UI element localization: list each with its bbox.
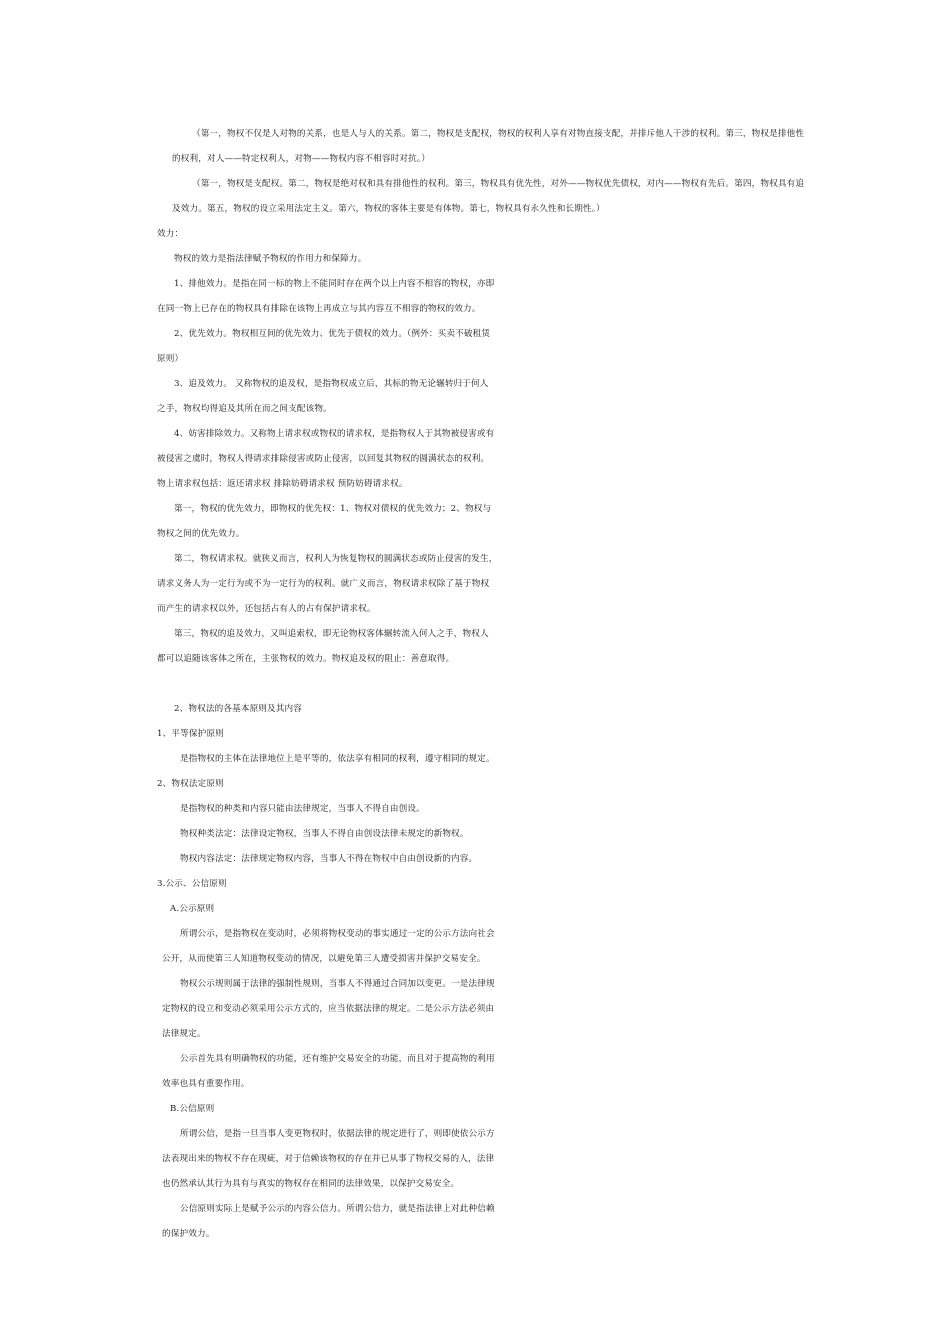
paragraph-line: 定物权的设立和变动必须采用公示方式的，应当依据法律的规定。二是公示方法必须由 bbox=[162, 1004, 495, 1014]
paragraph-line: 第三，物权的追及效力，又叫追索权，即无论物权客体辗转流入何人之手，物权人 bbox=[174, 629, 489, 639]
paragraph-line: （第一，物权是支配权。第二，物权是绝对权和具有排他性的权利。第三，物权具有优先性，对外——物权优先债权，对内——物权有先后。第四，物权具有追 bbox=[192, 179, 805, 189]
paragraph-line: 公开，从而使第三人知道物权变动的情况，以避免第三人遭受损害并保护交易安全。 bbox=[162, 954, 486, 964]
paragraph-line: 所谓公信，是指一旦当事人变更物权时，依据法律的规定进行了，则即使依公示方 bbox=[180, 1129, 495, 1139]
paragraph-line: 法律规定。 bbox=[162, 1029, 206, 1039]
paragraph-line: 2、优先效力。物权相互间的优先效力、优先于债权的效力。（例外：买卖不破租赁 bbox=[174, 329, 491, 339]
paragraph-line: 之手，物权均得追及其所在而之间支配该物。 bbox=[157, 404, 332, 414]
paragraph-line: 物权之间的优先效力。 bbox=[157, 529, 245, 539]
paragraph-line: 的保护效力。 bbox=[162, 1229, 215, 1239]
section-heading: 效力： bbox=[157, 229, 184, 239]
paragraph-line: 而产生的请求权以外，还包括占有人的占有保护请求权。 bbox=[157, 604, 376, 614]
subsection-heading: 3.公示、公信原则 bbox=[157, 879, 227, 889]
paragraph-line: 公信原则实际上是赋予公示的内容公信力。所谓公信力，就是指法律上对此种信赖 bbox=[180, 1204, 495, 1214]
subsection-heading: A.公示原则 bbox=[170, 904, 215, 914]
section-heading: 2、物权法的各基本原则及其内容 bbox=[174, 704, 303, 714]
paragraph-line: 物上请求权包括：返还请求权 排除妨碍请求权 预防妨碍请求权。 bbox=[157, 479, 408, 489]
subsection-heading: 1、平等保护原则 bbox=[157, 729, 224, 739]
paragraph-line: 的权利，对人——特定权利人，对物——物权内容不相容时对抗。） bbox=[172, 154, 431, 164]
paragraph-line: 请求义务人为一定行为或不为一定行为的权利。就广义而言，物权请求权除了基于物权 bbox=[157, 579, 490, 589]
paragraph-line: 也仍然承认其行为具有与真实的物权存在相同的法律效果，以保护交易安全。 bbox=[162, 1179, 460, 1189]
subsection-heading: B.公信原则 bbox=[170, 1104, 215, 1114]
paragraph-line: 第二，物权请求权。就狭义而言，权利人为恢复物权的圆满状态或防止侵害的发生， bbox=[174, 554, 498, 564]
paragraph-line: 被侵害之虞时，物权人得请求排除侵害或防止侵害，以回复其物权的圆满状态的权利。 bbox=[157, 454, 490, 464]
paragraph-line: 及效力。第五，物权的设立采用法定主义。第六，物权的客体主要是有体物。第七，物权具有永久性和长期性。） bbox=[172, 204, 605, 214]
paragraph-line: 物权公示规则属于法律的强制性规则，当事人不得通过合同加以变更。一是法律规 bbox=[180, 979, 495, 989]
paragraph-line: 第一，物权的优先效力，即物权的优先权：1、物权对债权的优先效力；2、物权与 bbox=[174, 504, 492, 514]
paragraph-line: 是指物权的主体在法律地位上是平等的，依法享有相同的权利，遵守相同的规定。 bbox=[180, 754, 495, 764]
paragraph-line: 是指物权的种类和内容只能由法律规定，当事人不得自由创设。 bbox=[180, 804, 425, 814]
paragraph-line: 在同一物上已存在的物权具有排除在该物上再成立与其内容互不相容的物权的效力。 bbox=[157, 304, 481, 314]
paragraph-line: 公示首先具有明确物权的功能，还有维护交易安全的功能，而且对于提高物的利用 bbox=[180, 1054, 495, 1064]
paragraph-line: 物权内容法定：法律规定物权内容，当事人不得在物权中自由创设新的内容。 bbox=[180, 854, 478, 864]
paragraph-line: 物权的效力是指法律赋予物权的作用力和保障力。 bbox=[174, 254, 367, 264]
paragraph-line: （第一，物权不仅是人对物的关系，也是人与人的关系。第二，物权是支配权，物权的权利人享有对物直接支配，并排斥他人干涉的权利。第三，物权是排他性 bbox=[192, 129, 805, 139]
paragraph-line: 1、排他效力。是指在同一标的物上不能同时存在两个以上内容不相容的物权，亦即 bbox=[174, 279, 495, 289]
subsection-heading: 2、物权法定原则 bbox=[157, 779, 224, 789]
paragraph-line: 所谓公示，是指物权在变动时，必须将物权变动的事实通过一定的公示方法向社会 bbox=[180, 929, 495, 939]
paragraph-line: 4、妨害排除效力。又称物上请求权或物权的请求权，是指物权人于其物被侵害或有 bbox=[174, 429, 495, 439]
paragraph-line: 效率也具有重要作用。 bbox=[162, 1079, 250, 1089]
paragraph-line: 3、追及效力。 又称物权的追及权，是指物权成立后，其标的物无论辗转归于何人 bbox=[174, 379, 489, 389]
paragraph-line: 都可以追随该客体之所在，主张物权的效力。物权追及权的阻止：善意取得。 bbox=[157, 654, 455, 664]
paragraph-line: 原则） bbox=[157, 354, 184, 364]
paragraph-line: 法表现出来的物权不存在现疵，对于信赖该物权的存在并已从事了物权交易的人，法律 bbox=[162, 1154, 495, 1164]
paragraph-line: 物权种类法定：法律设定物权，当事人不得自由创设法律未规定的新物权。 bbox=[180, 829, 469, 839]
